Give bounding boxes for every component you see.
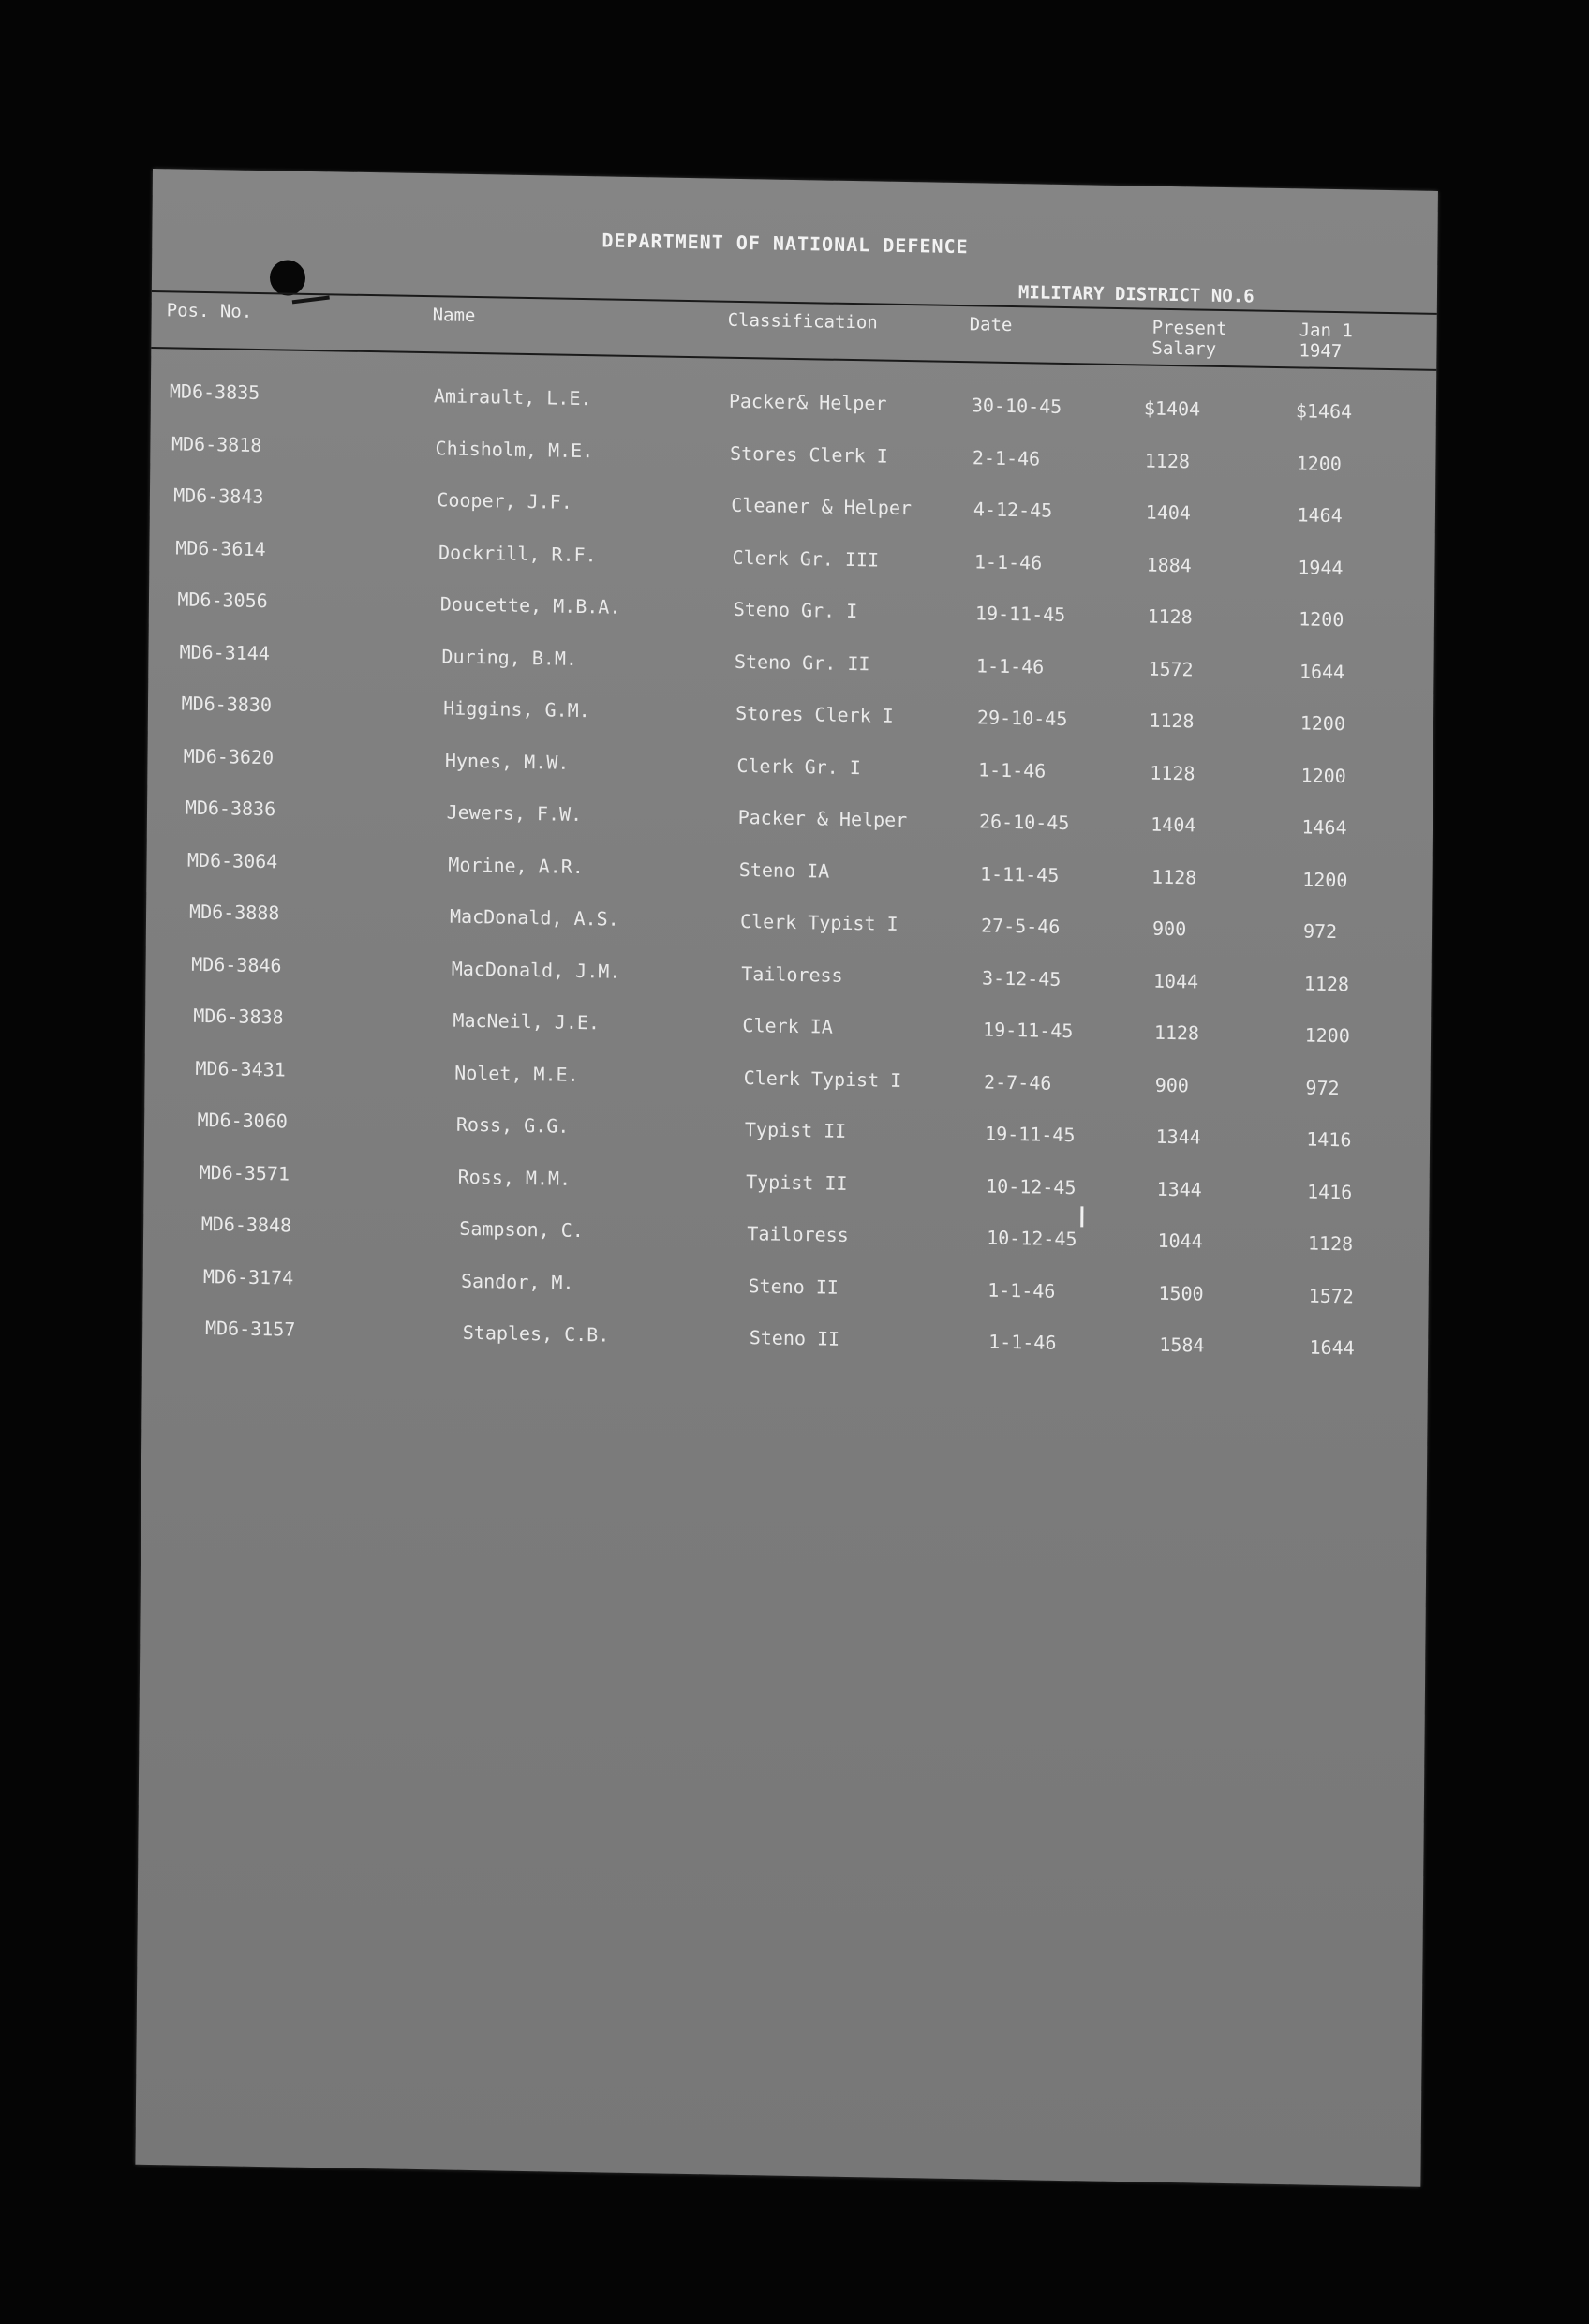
cell-jan: $1464 xyxy=(1295,399,1353,424)
cell-name: MacDonald, A.S. xyxy=(449,904,619,931)
cell-name: Staples, C.B. xyxy=(462,1320,610,1347)
cell-date: 19-11-45 xyxy=(985,1122,1076,1147)
table-row xyxy=(146,847,1432,907)
table-row xyxy=(145,951,1431,1011)
cell-date: 26-10-45 xyxy=(978,810,1070,835)
cell-name: MacDonald, J.M. xyxy=(451,957,621,983)
table-row xyxy=(143,1159,1429,1219)
cell-cls: Steno Gr. I xyxy=(733,597,858,623)
cell-date: 3-12-45 xyxy=(981,965,1062,991)
cell-cls: Stores Clerk I xyxy=(735,701,894,727)
cell-pos: MD6-3064 xyxy=(186,848,278,872)
col-header-classification: Classification xyxy=(727,309,878,334)
table-row xyxy=(147,743,1433,803)
cell-pos: MD6-3431 xyxy=(195,1056,286,1081)
cell-jan: 1200 xyxy=(1296,451,1342,475)
cell-name: Cooper, J.F. xyxy=(437,488,572,514)
cell-jan: 1572 xyxy=(1308,1284,1355,1307)
cell-jan: 1644 xyxy=(1309,1335,1355,1360)
cell-name: MacNeil, J.E. xyxy=(453,1008,601,1035)
cell-date: 1-1-46 xyxy=(975,653,1045,678)
cell-salary: 1128 xyxy=(1147,604,1193,629)
document-sheet xyxy=(135,169,1438,2187)
cell-salary: 1584 xyxy=(1159,1333,1205,1357)
cell-pos: MD6-3835 xyxy=(169,380,260,405)
cell-salary: 1044 xyxy=(1152,969,1199,993)
cell-name: Sandor, M. xyxy=(460,1269,574,1294)
col-header-jan: Jan 1 xyxy=(1299,320,1353,342)
cell-cls: Clerk Gr. III xyxy=(732,545,880,572)
cell-pos: MD6-3157 xyxy=(204,1317,296,1341)
cell-cls: Cleaner & Helper xyxy=(731,493,913,520)
table-row xyxy=(150,431,1435,491)
cell-cls: Steno II xyxy=(748,1274,839,1299)
cell-jan: 1644 xyxy=(1299,659,1345,683)
cell-pos: MD6-3848 xyxy=(200,1212,292,1237)
cell-pos: MD6-3836 xyxy=(185,796,276,821)
cell-salary: 1128 xyxy=(1144,448,1191,472)
cell-date: 2-7-46 xyxy=(983,1070,1052,1095)
cell-pos: MD6-3846 xyxy=(191,952,282,976)
cell-name: Morine, A.R. xyxy=(448,853,584,878)
cell-jan: 1416 xyxy=(1307,1180,1353,1203)
cell-pos: MD6-3620 xyxy=(183,744,275,768)
table-row xyxy=(149,535,1434,595)
cell-salary: $1404 xyxy=(1143,396,1201,421)
cell-jan: 1944 xyxy=(1298,555,1344,579)
cell-date: 27-5-46 xyxy=(980,914,1061,938)
cell-jan: 1128 xyxy=(1303,971,1350,995)
cell-pos: MD6-3830 xyxy=(181,692,273,717)
cell-salary: 1404 xyxy=(1145,500,1191,525)
pencil-tick xyxy=(1080,1206,1083,1227)
cell-jan: 1200 xyxy=(1304,1023,1350,1048)
table-row xyxy=(151,380,1436,439)
cell-pos: MD6-3843 xyxy=(173,484,264,509)
cell-name: Doucette, M.B.A. xyxy=(439,592,621,618)
cell-pos: MD6-3056 xyxy=(177,588,268,613)
document-title: DEPARTMENT OF NATIONAL DEFENCE xyxy=(601,229,969,259)
cell-cls: Tailoress xyxy=(747,1222,849,1247)
cell-pos: MD6-3838 xyxy=(193,1004,284,1029)
cell-jan: 1416 xyxy=(1306,1127,1352,1152)
district-label: MILITARY DISTRICT NO.6 xyxy=(1017,282,1255,307)
table-row xyxy=(149,588,1434,648)
table-row xyxy=(143,1212,1429,1272)
cell-cls: Clerk Gr. I xyxy=(736,753,861,779)
col-header-present-salary xyxy=(1151,318,1226,360)
cell-date: 30-10-45 xyxy=(971,394,1062,418)
cell-pos: MD6-3571 xyxy=(199,1160,290,1185)
cell-jan: 1464 xyxy=(1301,815,1347,840)
cell-cls: Steno II xyxy=(749,1326,840,1350)
table-row xyxy=(148,639,1433,699)
cell-date: 1-1-46 xyxy=(988,1278,1056,1303)
cell-name: Ross, G.G. xyxy=(455,1112,570,1138)
table-row xyxy=(146,900,1432,960)
cell-salary: 1572 xyxy=(1148,657,1194,680)
table-row xyxy=(150,484,1435,544)
cell-jan: 1200 xyxy=(1300,763,1346,787)
cell-date: 10-12-45 xyxy=(986,1174,1077,1199)
cell-cls: Steno Gr. II xyxy=(734,649,870,675)
table-row xyxy=(142,1316,1428,1376)
cell-name: Sampson, C. xyxy=(459,1216,584,1243)
cell-salary: 1404 xyxy=(1151,812,1196,837)
table-row xyxy=(144,1108,1430,1168)
cell-date: 4-12-45 xyxy=(973,498,1053,522)
punch-hole-mark xyxy=(292,296,330,305)
cell-jan: 1200 xyxy=(1299,711,1346,736)
cell-jan: 972 xyxy=(1302,919,1338,944)
cell-salary: 900 xyxy=(1151,916,1187,941)
cell-salary: 1500 xyxy=(1158,1281,1204,1305)
cell-date: 1-1-46 xyxy=(988,1330,1057,1354)
cell-name: Ross, M.M. xyxy=(457,1165,572,1190)
cell-salary: 1344 xyxy=(1156,1177,1202,1201)
cell-cls: Packer& Helper xyxy=(728,389,887,415)
cell-jan: 1128 xyxy=(1307,1231,1354,1256)
col-header-date: Date xyxy=(969,314,1013,336)
cell-jan: 1200 xyxy=(1299,607,1344,632)
cell-date: 19-11-45 xyxy=(974,602,1066,627)
cell-salary: 1884 xyxy=(1146,553,1192,576)
cell-salary: 1128 xyxy=(1151,865,1197,888)
table-row xyxy=(148,692,1433,752)
cell-cls: Clerk IA xyxy=(742,1014,833,1038)
cell-date: 10-12-45 xyxy=(987,1226,1077,1251)
cell-salary: 1128 xyxy=(1150,761,1195,784)
cell-name: Higgins, G.M. xyxy=(443,696,590,723)
cell-date: 1-11-45 xyxy=(979,861,1060,886)
cell-jan: 1464 xyxy=(1297,503,1343,528)
cell-name: Jewers, F.W. xyxy=(446,800,583,827)
cell-cls: Clerk Typist I xyxy=(739,909,898,935)
cell-date: 19-11-45 xyxy=(982,1018,1074,1043)
cell-date: 29-10-45 xyxy=(976,706,1068,731)
cell-cls: Stores Clerk I xyxy=(730,441,888,468)
punch-hole xyxy=(270,260,305,296)
cell-salary: 1344 xyxy=(1155,1125,1201,1149)
cell-date: 1-1-46 xyxy=(973,549,1043,574)
cell-date: 2-1-46 xyxy=(972,445,1041,470)
cell-name: Chisholm, M.E. xyxy=(435,436,594,462)
cell-pos: MD6-3174 xyxy=(202,1264,294,1289)
table-row xyxy=(145,1004,1431,1064)
cell-cls: Steno IA xyxy=(738,857,830,883)
cell-name: Amirault, L.E. xyxy=(433,384,592,410)
cell-salary: 900 xyxy=(1154,1073,1190,1096)
cell-cls: Typist II xyxy=(744,1118,847,1142)
cell-cls: Tailoress xyxy=(741,961,843,987)
col-header-year: 1947 xyxy=(1299,340,1343,363)
cell-name: Hynes, M.W. xyxy=(444,748,570,774)
col-header-name: Name xyxy=(432,305,476,327)
col-header-salary: Salary xyxy=(1151,337,1217,360)
cell-pos: MD6-3144 xyxy=(179,640,270,664)
cell-pos: MD6-3888 xyxy=(188,900,280,925)
cell-cls: Typist II xyxy=(746,1169,848,1195)
cell-date: 1-1-46 xyxy=(977,757,1047,782)
cell-salary: 1044 xyxy=(1157,1229,1203,1253)
header-rule-bottom xyxy=(151,347,1436,371)
table-row xyxy=(147,796,1433,856)
cell-jan: 1200 xyxy=(1302,867,1348,891)
table-row xyxy=(144,1055,1430,1115)
table-row xyxy=(142,1263,1428,1323)
col-header-pos: Pos. No. xyxy=(166,300,253,322)
col-header-jan1 xyxy=(1299,320,1353,362)
cell-salary: 1128 xyxy=(1153,1020,1200,1045)
cell-cls: Clerk Typist I xyxy=(743,1065,902,1092)
cell-name: Dockrill, R.F. xyxy=(438,540,597,566)
cell-jan: 972 xyxy=(1305,1076,1340,1099)
cell-pos: MD6-3614 xyxy=(175,535,266,560)
col-header-present: Present xyxy=(1151,317,1227,340)
cell-cls: Packer & Helper xyxy=(737,805,908,832)
cell-pos: MD6-3818 xyxy=(171,431,262,456)
cell-name: During, B.M. xyxy=(441,644,578,670)
cell-pos: MD6-3060 xyxy=(197,1108,288,1133)
cell-name: Nolet, M.E. xyxy=(454,1061,579,1086)
cell-salary: 1128 xyxy=(1149,708,1195,733)
